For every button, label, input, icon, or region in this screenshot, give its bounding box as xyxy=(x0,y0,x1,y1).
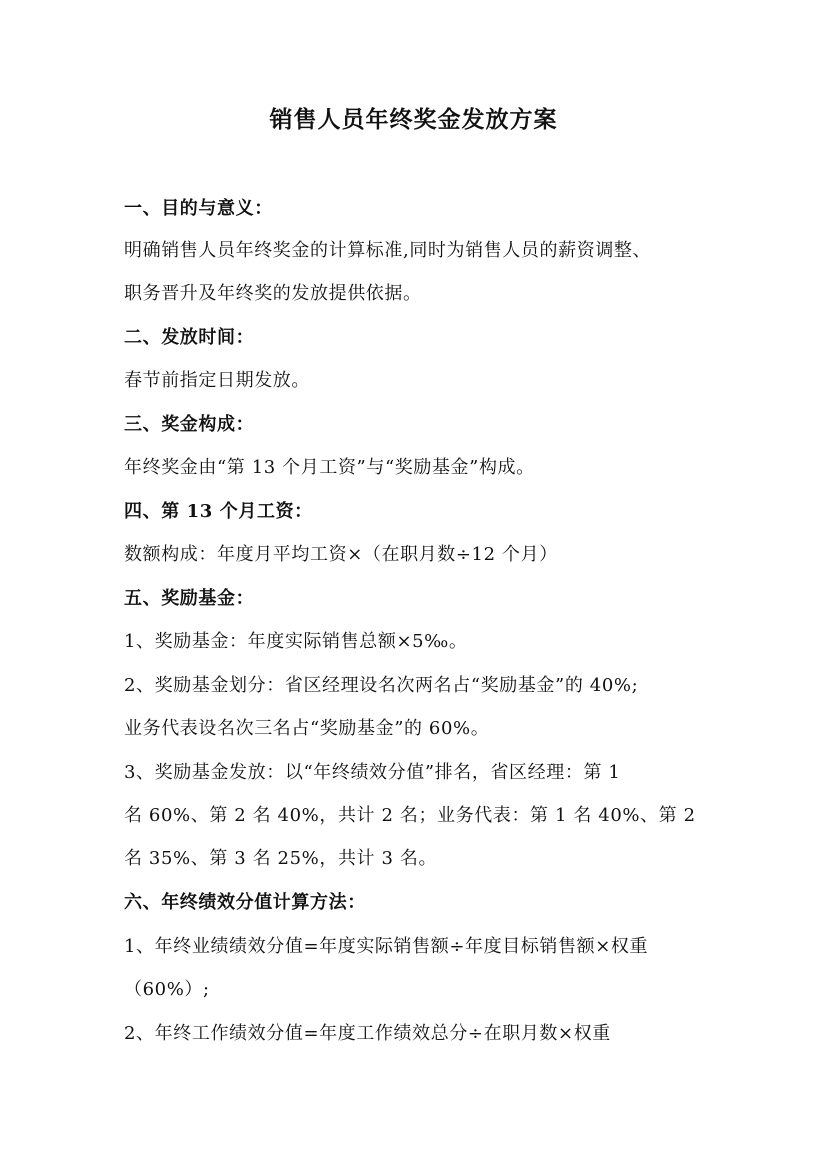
paragraph-line: （60%）; xyxy=(124,979,210,1000)
paragraph-line: 2、年终工作绩效分值=年度工作绩效总分÷在职月数×权重 xyxy=(124,1023,611,1044)
paragraph-line: 职务晋升及年终奖的发放提供依据。 xyxy=(124,283,422,304)
paragraph-line: 3、奖励基金发放：以“年终绩效分值”排名，省区经理：第 1 xyxy=(124,762,621,783)
paragraph-line: 名 35%、第 3 名 25%，共计 3 名。 xyxy=(124,848,438,869)
paragraph-line: 明确销售人员年终奖金的计算标准,同时为销售人员的薪资调整、 xyxy=(124,240,652,261)
paragraph-line: 数额构成：年度月平均工资×（在职月数÷12 个月） xyxy=(124,544,558,565)
section-heading-time: 二、发放时间： xyxy=(124,327,255,348)
paragraph-line: 业务代表设名次三名占“奖励基金”的 60%。 xyxy=(124,718,490,739)
paragraph-line: 年终奖金由“第 13 个月工资”与“奖励基金”构成。 xyxy=(124,457,535,478)
document-title: 销售人员年终奖金发放方案 xyxy=(269,106,558,133)
section-heading-composition: 三、奖金构成： xyxy=(124,414,255,435)
section-heading-13th-salary: 四、第 13 个月工资： xyxy=(124,501,313,522)
paragraph-line: 1、年终业绩绩效分值=年度实际销售额÷年度目标销售额×权重 xyxy=(124,936,649,957)
paragraph-line: 1、奖励基金：年度实际销售总额×5‰。 xyxy=(124,631,468,652)
section-heading-performance-score: 六、年终绩效分值计算方法： xyxy=(124,892,366,913)
paragraph-line: 2、奖励基金划分：省区经理设名次两名占“奖励基金”的 40%; xyxy=(124,675,639,696)
section-heading-purpose: 一、目的与意义： xyxy=(124,198,273,219)
paragraph-line: 春节前指定日期发放。 xyxy=(124,370,310,391)
paragraph-line: 名 60%、第 2 名 40%，共计 2 名；业务代表：第 1 名 40%、第 2 xyxy=(124,805,696,826)
section-heading-reward-fund: 五、奖励基金： xyxy=(124,588,255,609)
